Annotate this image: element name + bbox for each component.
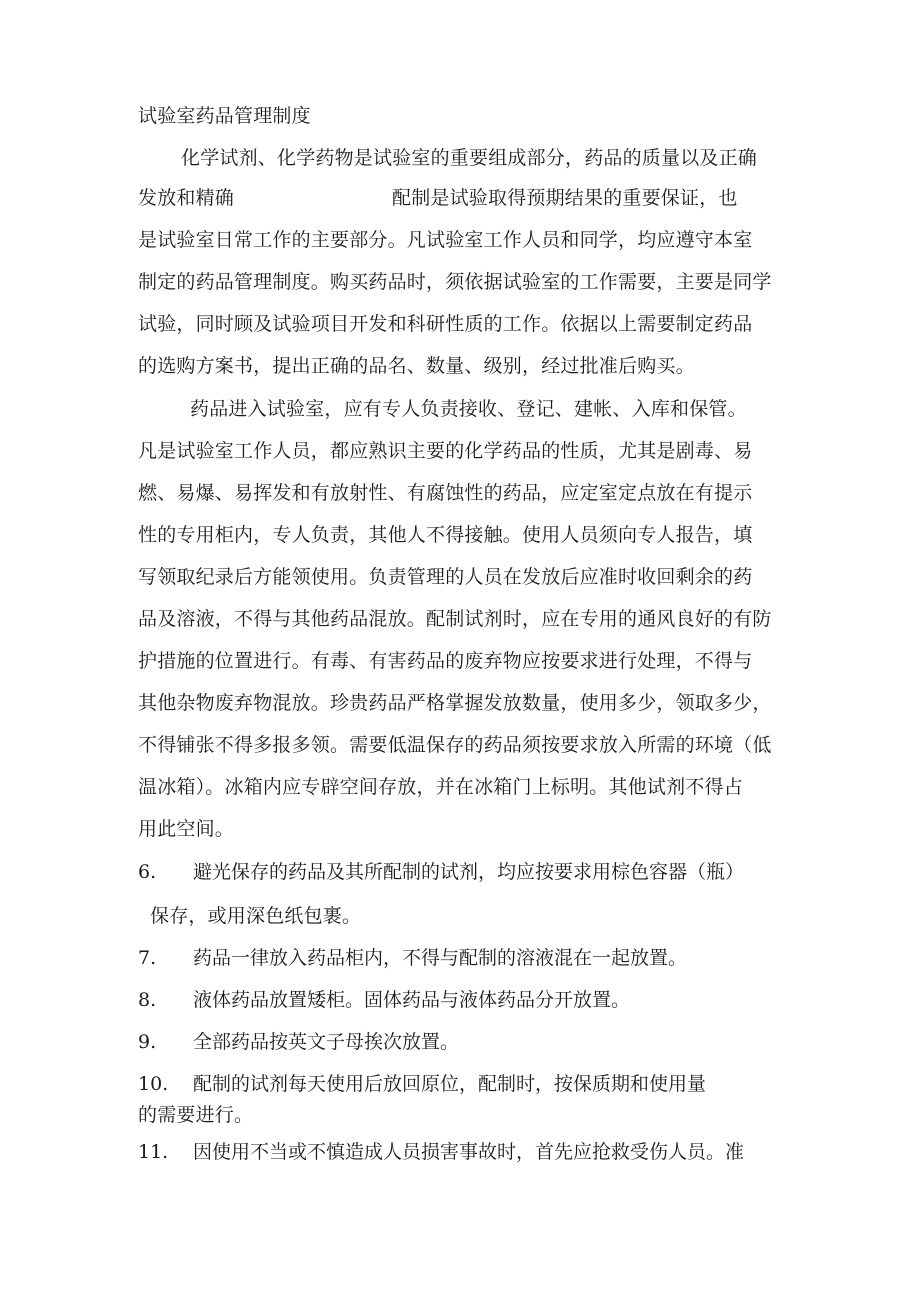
item-text: 配制的试剂每天使用后放回原位，配制时，按保质期和使用量 — [193, 1073, 707, 1095]
para2-line4: 性的专用柜内，专人负责，其他人不得接触。使用人员须向专人报告，填 — [138, 524, 753, 546]
item-text: 药品一律放入药品柜内，不得与配制的溶液混在一起放置。 — [193, 947, 688, 969]
para1-line2b: 配制是试验取得预期结果的重要保证，也 — [392, 187, 738, 209]
item-number: 10. — [138, 1073, 169, 1095]
item-text-continued: 保存，或用深色纸包裹。 — [150, 905, 362, 927]
item-number: 8. — [138, 989, 157, 1011]
item-text: 因使用不当或不慎造成人员损害事故时，首先应抢救受伤人员。准 — [193, 1141, 745, 1163]
item-text-continued: 的需要进行。 — [138, 1104, 254, 1126]
para2-line6: 品及溶液，不得与其他药品混放。配制试剂时，应在专用的通风良好的有防 — [138, 608, 772, 630]
item-text: 液体药品放置矮柜。固体药品与液体药品分开放置。 — [193, 989, 631, 1011]
para1-line4: 制定的药品管理制度。购买药品时，须依据试验室的工作需要，主要是同学 — [138, 271, 772, 293]
para2-line5: 写领取纪录后方能领使用。负责管理的人员在发放后应准时收回剩余的药 — [138, 566, 753, 588]
item-number: 9. — [138, 1031, 157, 1053]
para1-line6: 的选购方案书，提出正确的品名、数量、级别，经过批准后购买。 — [138, 355, 695, 377]
para1-line1: 化学试剂、化学药物是试验室的重要组成部分，药品的质量以及正确 — [181, 147, 758, 169]
para2-line1: 药品进入试验室，应有专人负责接收、登记、建帐、入库和保管。 — [190, 398, 747, 420]
para2-line10: 温冰箱）。冰箱内应专辟空间存放，并在冰箱门上标明。其他试剂不得占 — [138, 776, 743, 798]
para2-line7: 护措施的位置进行。有毒、有害药品的废弃物应按要求进行处理，不得与 — [138, 650, 753, 672]
item-number: 11. — [138, 1141, 169, 1163]
para2-line11: 用此空间。 — [138, 818, 235, 840]
para2-line3: 燃、易爆、易挥发和有放射性、有腐蚀性的药品，应定室定点放在有提示 — [138, 482, 753, 504]
para2-line2: 凡是试验室工作人员，都应熟识主要的化学药品的性质，尤其是剧毒、易 — [138, 440, 753, 462]
para1-line3: 是试验室日常工作的主要部分。凡试验室工作人员和同学，均应遵守本室 — [138, 229, 753, 251]
para2-line8: 其他杂物废弃物混放。珍贵药品严格掌握发放数量，使用多少，领取多少， — [138, 692, 772, 714]
item-text: 避光保存的药品及其所配制的试剂，均应按要求用棕色容器（瓶） — [193, 861, 745, 883]
document-title: 试验室药品管理制度 — [138, 105, 311, 127]
para1-line5: 试验，同时顾及试验项目开发和科研性质的工作。依据以上需要制定药品 — [138, 313, 753, 335]
item-number: 6. — [138, 861, 157, 883]
item-text: 全部药品按英文子母挨次放置。 — [193, 1031, 460, 1053]
para2-line9: 不得铺张不得多报多领。需要低温保存的药品须按要求放入所需的环境（低 — [138, 734, 772, 756]
para1-line2a: 发放和精确 — [138, 187, 235, 209]
item-number: 7. — [138, 947, 157, 969]
